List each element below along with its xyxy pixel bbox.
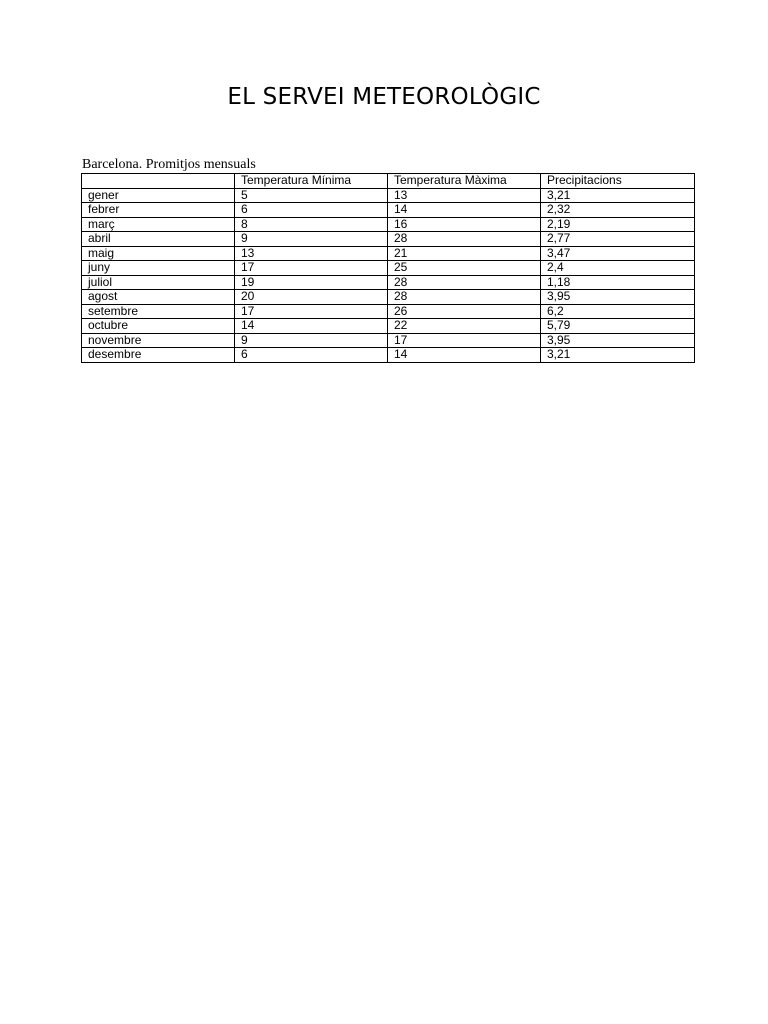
precipitation-cell: 2,32 — [541, 203, 695, 218]
weather-table — [81, 173, 695, 363]
table-row — [82, 319, 695, 334]
table-row — [82, 188, 695, 203]
precipitation-cell: 6,2 — [541, 304, 695, 319]
precipitation-cell: 3,47 — [541, 246, 695, 261]
month-cell: abril — [82, 232, 235, 247]
precipitation-cell: 5,79 — [541, 319, 695, 334]
precipitation-cell: 2,77 — [541, 232, 695, 247]
table-row — [82, 217, 695, 232]
month-cell: març — [82, 217, 235, 232]
page-title: EL SERVEI METEOROLÒGIC — [227, 84, 541, 110]
table-row — [82, 290, 695, 305]
min-temp-cell: 19 — [235, 275, 388, 290]
header-cell-max-temp: Temperatura Màxima — [388, 174, 541, 189]
min-temp-cell: 17 — [235, 304, 388, 319]
table-row — [82, 261, 695, 276]
max-temp-cell: 13 — [388, 188, 541, 203]
header-cell-min-temp: Temperatura Mínima — [235, 174, 388, 189]
table-row — [82, 304, 695, 319]
max-temp-cell: 17 — [388, 333, 541, 348]
precipitation-cell: 2,19 — [541, 217, 695, 232]
table-row — [82, 333, 695, 348]
month-cell: novembre — [82, 333, 235, 348]
min-temp-cell: 17 — [235, 261, 388, 276]
max-temp-cell: 28 — [388, 275, 541, 290]
table-row — [82, 348, 695, 363]
min-temp-cell: 14 — [235, 319, 388, 334]
max-temp-cell: 14 — [388, 203, 541, 218]
min-temp-cell: 8 — [235, 217, 388, 232]
month-cell: octubre — [82, 319, 235, 334]
month-cell: desembre — [82, 348, 235, 363]
month-cell: juliol — [82, 275, 235, 290]
table-row — [82, 275, 695, 290]
min-temp-cell: 13 — [235, 246, 388, 261]
month-cell: juny — [82, 261, 235, 276]
precipitation-cell: 3,21 — [541, 188, 695, 203]
min-temp-cell: 9 — [235, 232, 388, 247]
min-temp-cell: 9 — [235, 333, 388, 348]
max-temp-cell: 25 — [388, 261, 541, 276]
month-cell: agost — [82, 290, 235, 305]
max-temp-cell: 22 — [388, 319, 541, 334]
table-caption: Barcelona. Promitjos mensuals — [82, 157, 256, 172]
precipitation-cell: 3,95 — [541, 333, 695, 348]
month-cell: maig — [82, 246, 235, 261]
table-header-row — [82, 174, 695, 189]
max-temp-cell: 16 — [388, 217, 541, 232]
month-cell: gener — [82, 188, 235, 203]
max-temp-cell: 21 — [388, 246, 541, 261]
max-temp-cell: 28 — [388, 290, 541, 305]
min-temp-cell: 6 — [235, 203, 388, 218]
precipitation-cell: 1,18 — [541, 275, 695, 290]
header-cell-precipitation: Precipitacions — [541, 174, 695, 189]
precipitation-cell: 3,95 — [541, 290, 695, 305]
max-temp-cell: 26 — [388, 304, 541, 319]
month-cell: febrer — [82, 203, 235, 218]
precipitation-cell: 2,4 — [541, 261, 695, 276]
month-cell: setembre — [82, 304, 235, 319]
max-temp-cell: 14 — [388, 348, 541, 363]
header-cell-month — [82, 174, 235, 189]
precipitation-cell: 3,21 — [541, 348, 695, 363]
table-row — [82, 203, 695, 218]
min-temp-cell: 6 — [235, 348, 388, 363]
min-temp-cell: 5 — [235, 188, 388, 203]
table-row — [82, 246, 695, 261]
table-row — [82, 232, 695, 247]
max-temp-cell: 28 — [388, 232, 541, 247]
min-temp-cell: 20 — [235, 290, 388, 305]
